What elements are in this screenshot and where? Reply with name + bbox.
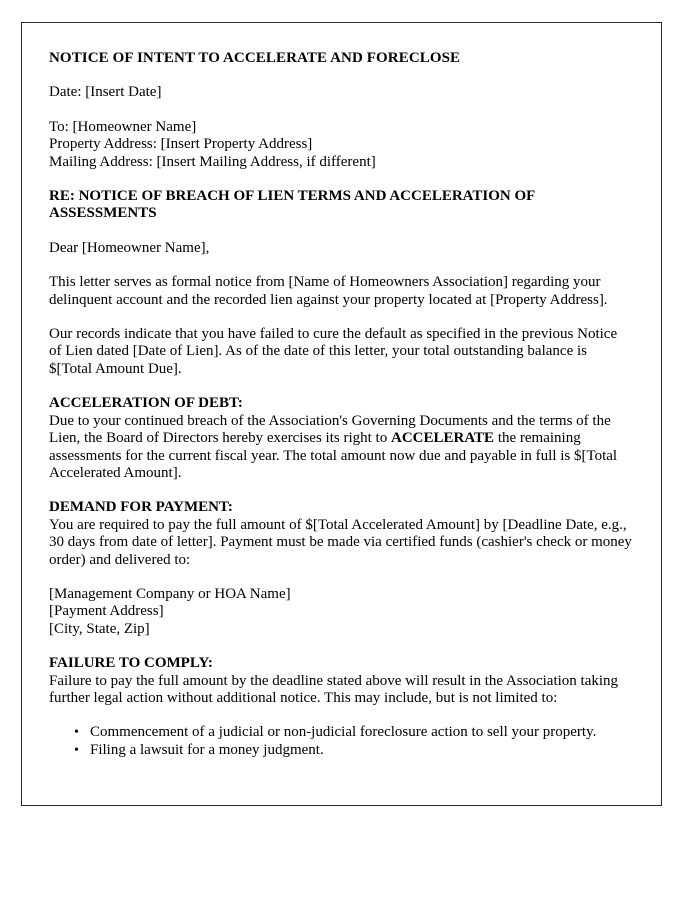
acceleration-text-after: the remaining assessments for the current fiscal year. The total amount now due and payable in full is $[Total Accelerated Amount]. [49, 430, 618, 481]
recipient-mailing-address-line: Mailing Address: [Insert Mailing Address, if different] [49, 153, 376, 170]
document-body [22, 23, 661, 760]
payee-name-line: [Management Company or HOA Name] [49, 585, 291, 602]
list-item: • Filing a lawsuit for a money judgment. [90, 742, 633, 759]
acceleration-heading: ACCELERATION OF DEBT: [49, 395, 243, 412]
acceleration-text-before: Due to your continued breach of the Association's Governing Documents and the terms of the Lien, the Board of Directors hereby exercises its right to [49, 412, 611, 447]
re-subject-heading: RE: NOTICE OF BREACH OF LIEN TERMS AND ACCELERATION OF ASSESSMENTS [49, 188, 535, 222]
records-paragraph: Our records indicate that you have failed to cure the default as specified in the previous Notice of Lien dated [Date of Lien]. As of the date of this letter, your total outstanding balance is $[Total Amount Due]. [49, 326, 618, 377]
date-line: Date: [Insert Date] [49, 84, 162, 101]
payee-address-line: [Payment Address] [49, 603, 164, 620]
page-title: NOTICE OF INTENT TO ACCELERATE AND FORECLOSE [49, 50, 461, 66]
failure-paragraph: Failure to pay the full amount by the deadline stated above will result in the Association taking further legal action without additional notice. This may include, but is not limited to: [49, 672, 619, 706]
accelerate-emphasis: ACCELERATE [390, 430, 495, 447]
list-item: • Commencement of a judicial or non-judicial foreclosure action to sell your property. [90, 724, 633, 741]
demand-paragraph: You are required to pay the full amount of $[Total Accelerated Amount] by [Deadline Date, e.g., 30 days from date of letter]. Payment must be made via certified funds (cashier's check or money order) and delivered to: [49, 516, 632, 568]
failure-heading: FAILURE TO COMPLY: [49, 655, 213, 672]
document-page [21, 22, 662, 806]
payee-city-state-zip-line: [City, State, Zip] [49, 620, 150, 637]
recipient-name-line: To: [Homeowner Name] [49, 118, 197, 135]
salutation: Dear [Homeowner Name], [49, 239, 210, 256]
recipient-property-address-line: Property Address: [Insert Property Address] [49, 136, 313, 153]
consequences-list [49, 724, 633, 759]
recipient-block [49, 119, 633, 171]
acceleration-paragraph [49, 413, 633, 483]
demand-heading: DEMAND FOR PAYMENT: [49, 499, 233, 516]
intro-paragraph: This letter serves as formal notice from [Name of Homeowners Association] regarding your delinquent account and the recorded lien against your property located at [Property Address]. [49, 274, 608, 308]
payment-address-block [49, 586, 633, 638]
